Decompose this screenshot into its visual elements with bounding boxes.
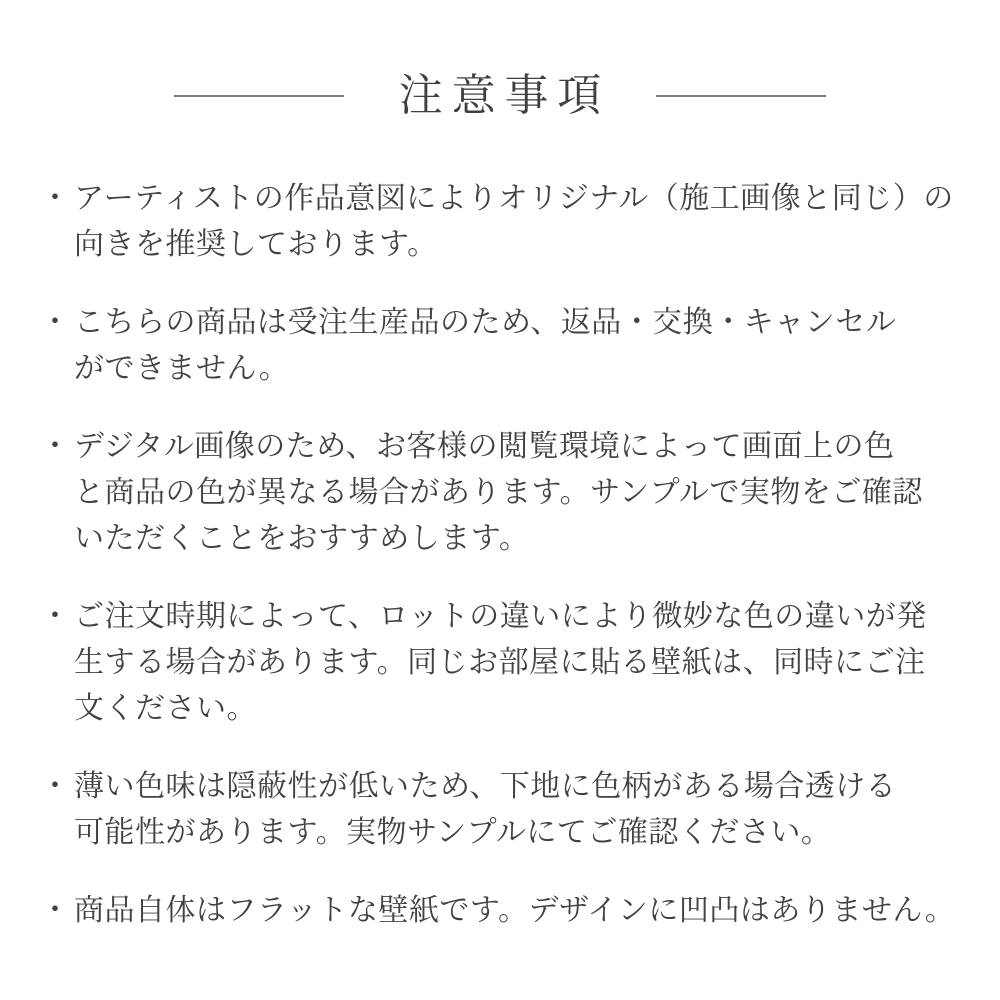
notice-line: 文ください。 <box>74 692 257 725</box>
notice-item <box>40 300 960 392</box>
notice-text <box>74 764 960 856</box>
notice-line: と商品の色が異なる場合があります。サンプルで実物をご確認 <box>74 476 923 509</box>
notice-list <box>40 176 960 934</box>
notice-line: ができません。 <box>74 352 290 385</box>
page-title: 注意事項 <box>398 71 610 120</box>
bullet-icon: ・ <box>40 894 70 927</box>
notice-text <box>74 888 960 934</box>
notice-line: 薄い色味は隠蔽性が低いため、下地に色柄がある場合透ける <box>74 770 897 803</box>
bullet-icon: ・ <box>40 306 70 339</box>
bullet-icon: ・ <box>40 770 70 803</box>
notice-line: アーティストの作品意図によりオリジナル（施工画像と同じ）の <box>74 182 954 215</box>
notice-line: 可能性があります。実物サンプルにてご確認ください。 <box>74 816 832 849</box>
bullet-icon: ・ <box>40 430 70 463</box>
notice-line: ご注文時期によって、ロットの違いにより微妙な色の違いが発 <box>74 600 927 633</box>
notice-line: 商品自体はフラットな壁紙です。デザインに凹凸はありません。 <box>74 894 956 927</box>
title-rule-left <box>174 95 344 97</box>
notice-item <box>40 764 960 856</box>
notice-line: いただくことをおすすめします。 <box>74 522 530 555</box>
notice-item <box>40 888 960 934</box>
title-rule-right <box>656 95 826 97</box>
notice-item <box>40 424 960 562</box>
notice-text <box>74 594 960 732</box>
bullet-icon: ・ <box>40 600 70 633</box>
notice-text <box>74 424 960 562</box>
notice-line: 向きを推奨しております。 <box>74 228 438 261</box>
notice-item <box>40 176 960 268</box>
page-header <box>40 70 960 122</box>
notice-text <box>74 300 960 392</box>
bullet-icon: ・ <box>40 182 70 215</box>
notice-line: こちらの商品は受注生産品のため、返品・交換・キャンセル <box>74 306 897 339</box>
notice-line: 生する場合があります。同じお部屋に貼る壁紙は、同時にご注 <box>74 646 926 679</box>
notice-text <box>74 176 960 268</box>
notice-line: デジタル画像のため、お客様の閲覧環境によって画面上の色 <box>74 430 895 463</box>
notice-item <box>40 594 960 732</box>
